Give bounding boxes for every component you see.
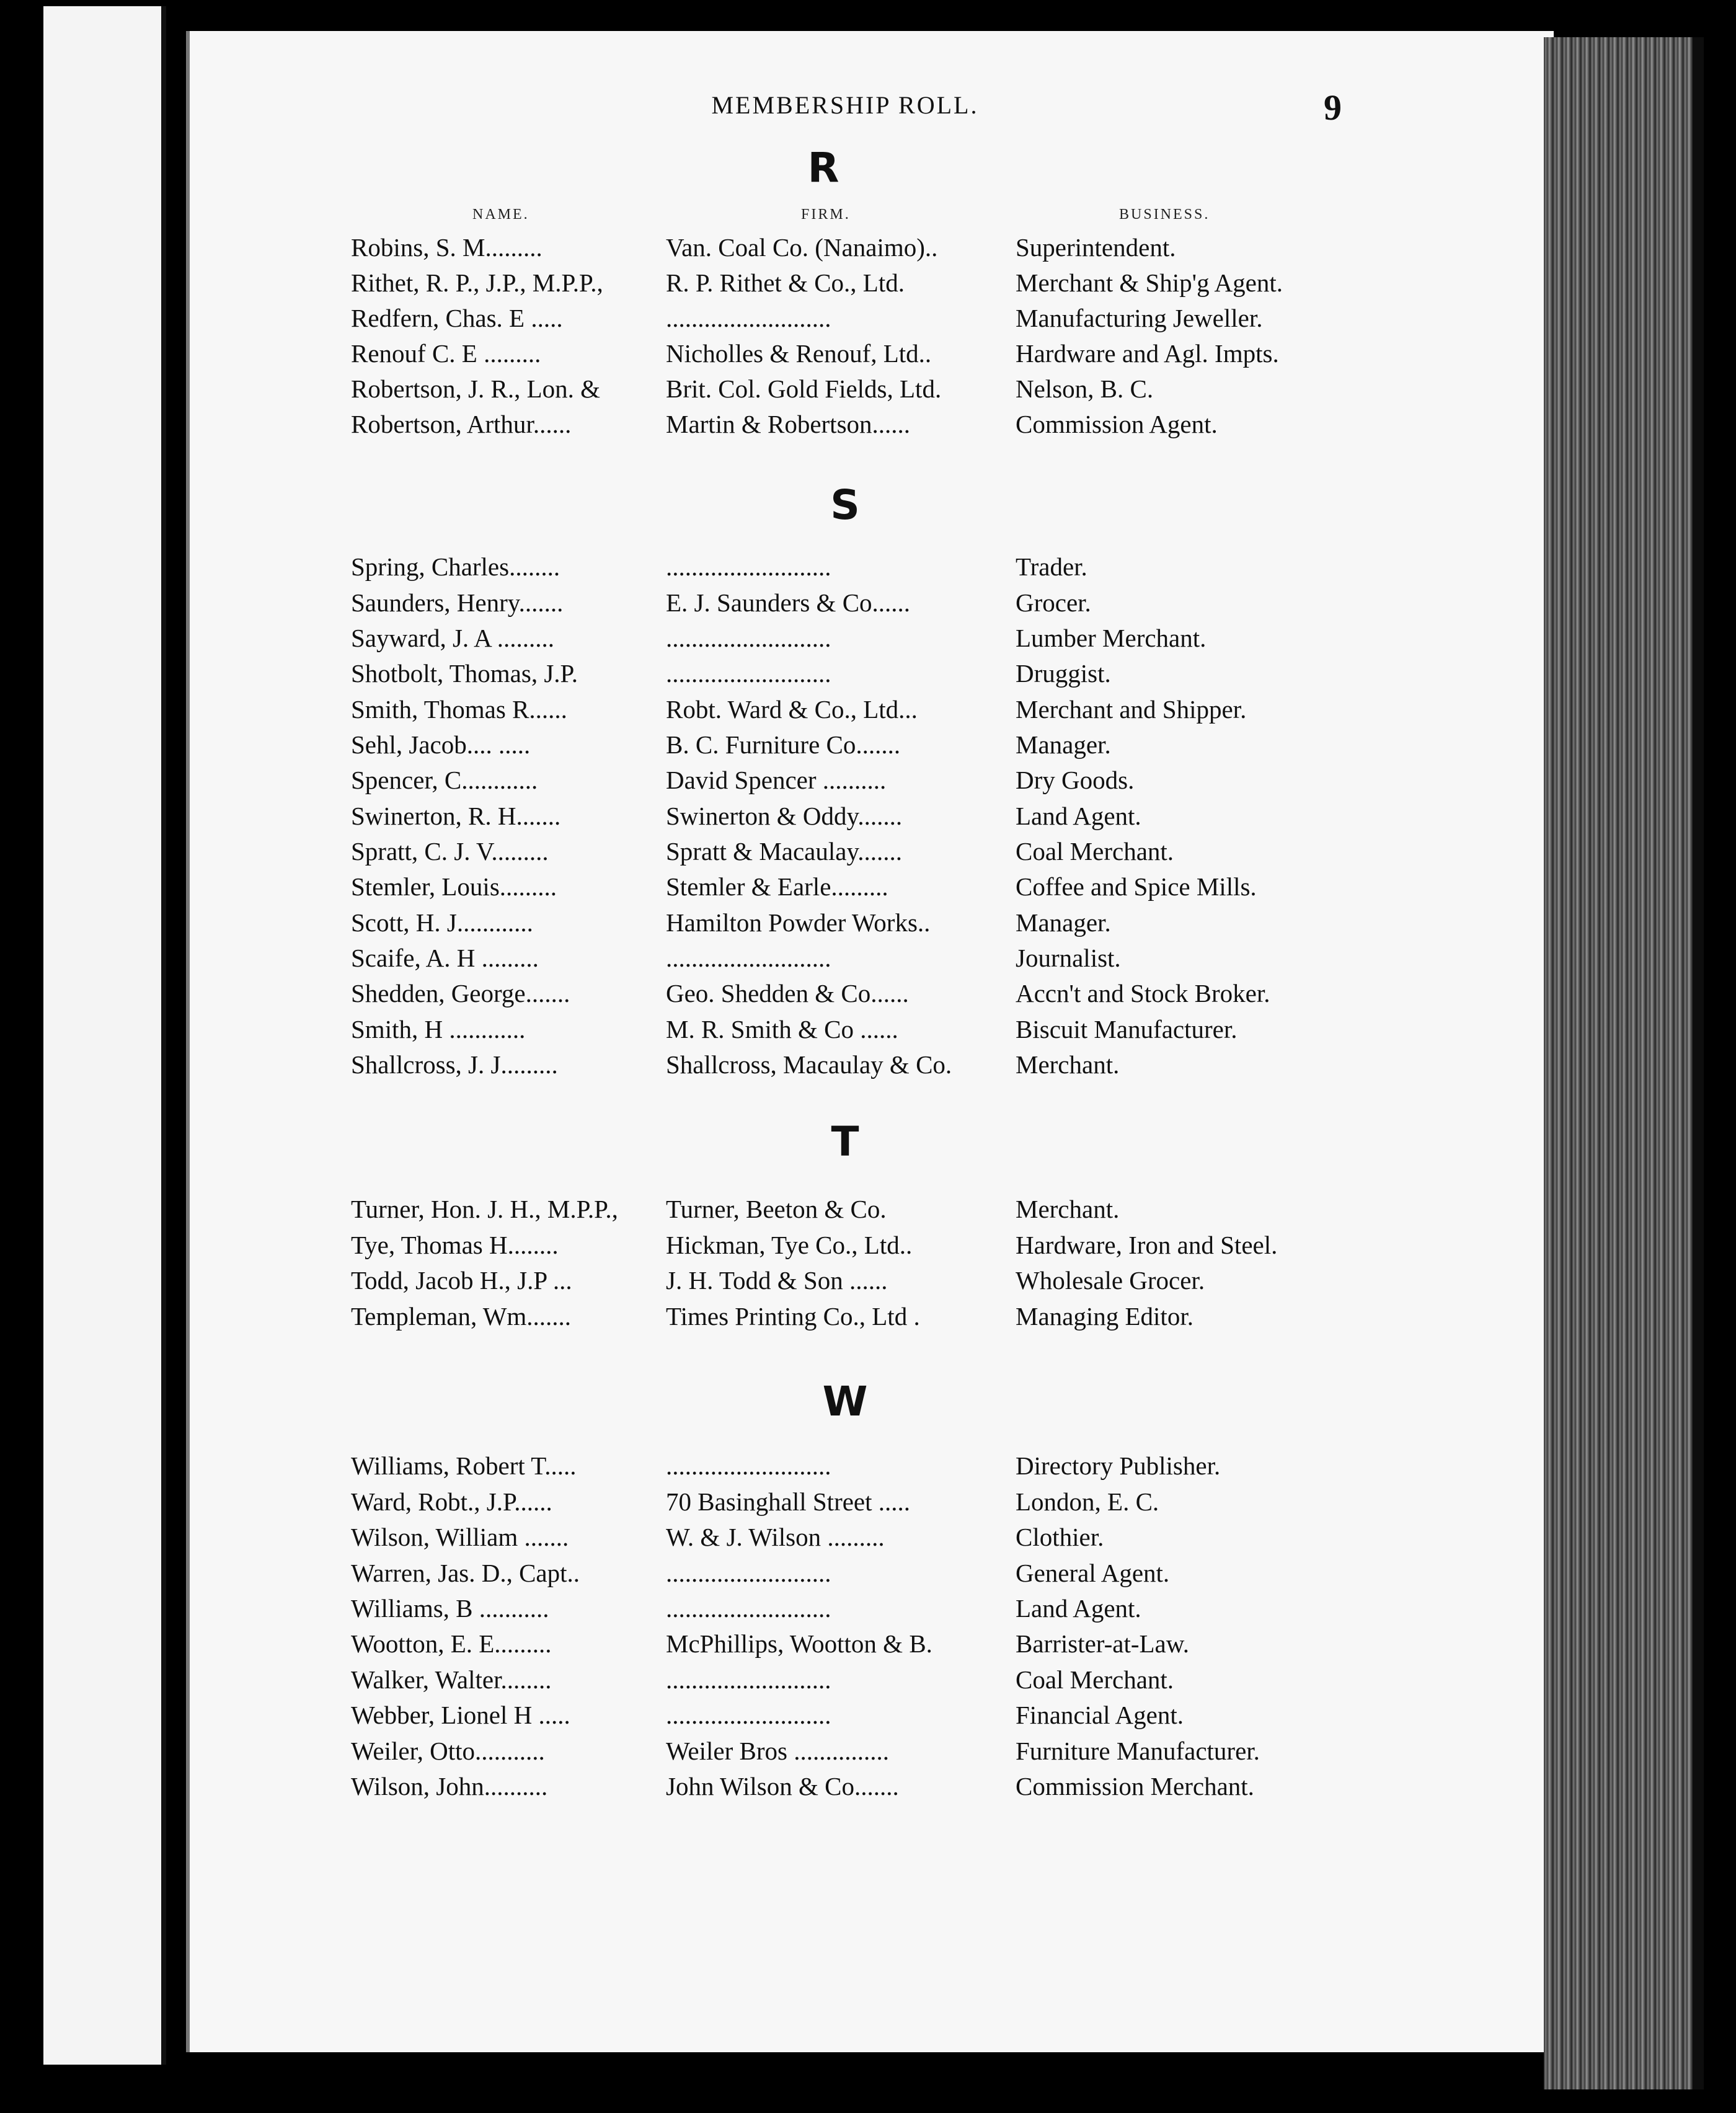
entry-firm: Swinerton & Oddy....... (666, 802, 903, 830)
entry-business: Financial Agent. (1016, 1701, 1184, 1729)
roll-entry (0, 1558, 1736, 1593)
running-head: MEMBERSHIP ROLL. (711, 91, 979, 119)
entry-name: Wilson, William ....... (351, 1523, 569, 1551)
entry-business: Hardware, Iron and Steel. (1016, 1231, 1278, 1259)
section-letter-t: T (831, 1118, 859, 1166)
entry-firm: J. H. Todd & Son ...... (666, 1266, 888, 1295)
roll-entry (0, 1522, 1736, 1557)
entry-firm: W. & J. Wilson ......... (666, 1523, 885, 1551)
entry-firm: Geo. Shedden & Co...... (666, 979, 909, 1008)
entry-business: Furniture Manufacturer. (1016, 1737, 1260, 1765)
entry-business: Journalist. (1016, 944, 1121, 972)
entry-name: Walker, Walter........ (351, 1665, 552, 1694)
roll-entry (0, 623, 1736, 658)
roll-entry (0, 339, 1736, 373)
entry-firm: .......................... (666, 1665, 831, 1694)
entry-name: Spring, Charles........ (351, 552, 560, 581)
entry-firm: .......................... (666, 1594, 831, 1623)
entry-business: Land Agent. (1016, 802, 1141, 830)
entry-name: Stemler, Louis......... (351, 872, 557, 901)
entry-name: Scaife, A. H ......... (351, 944, 539, 972)
roll-entry (0, 978, 1736, 1013)
entry-firm: Brit. Col. Gold Fields, Ltd. (666, 374, 942, 403)
entry-firm: Hamilton Powder Works.. (666, 908, 931, 937)
entry-name: Robertson, Arthur...... (351, 410, 572, 438)
entry-name: Renouf C. E ......... (351, 339, 541, 368)
entry-business: Druggist. (1016, 659, 1111, 688)
roll-entry (0, 658, 1736, 693)
entry-business: Accn't and Stock Broker. (1016, 979, 1270, 1008)
entry-firm: Nicholles & Renouf, Ltd.. (666, 339, 932, 368)
entry-name: Todd, Jacob H., J.P ... (351, 1266, 572, 1295)
roll-entry (0, 374, 1736, 409)
entry-firm: Van. Coal Co. (Nanaimo).. (666, 233, 938, 262)
entry-name: Turner, Hon. J. H., M.P.P., (351, 1195, 618, 1223)
entry-firm: .......................... (666, 659, 831, 688)
entry-firm: Shallcross, Macaulay & Co. (666, 1050, 952, 1079)
entry-firm: Stemler & Earle......... (666, 872, 888, 901)
roll-entry (0, 1629, 1736, 1663)
entry-name: Williams, Robert T..... (351, 1451, 577, 1480)
entry-business: Merchant & Ship'g Agent. (1016, 268, 1283, 297)
entry-business: Merchant. (1016, 1050, 1120, 1079)
entry-firm: .......................... (666, 1701, 831, 1729)
roll-entry (0, 943, 1736, 978)
roll-entry (0, 872, 1736, 906)
entry-business: Nelson, B. C. (1016, 374, 1154, 403)
roll-entry (0, 268, 1736, 303)
column-heading-firm: FIRM. (801, 206, 851, 223)
entry-firm: E. J. Saunders & Co...... (666, 588, 911, 617)
entry-business: Dry Goods. (1016, 766, 1135, 794)
roll-entry (0, 1771, 1736, 1806)
entry-name: Robins, S. M......... (351, 233, 542, 262)
entry-firm: .......................... (666, 552, 831, 581)
roll-entry (0, 1050, 1736, 1084)
entry-business: General Agent. (1016, 1559, 1170, 1587)
roll-entry (0, 1230, 1736, 1265)
entry-name: Scott, H. J............ (351, 908, 533, 937)
entry-name: Robertson, J. R., Lon. & (351, 374, 601, 403)
column-heading-business: BUSINESS. (1119, 206, 1210, 223)
entry-name: Saunders, Henry....... (351, 588, 564, 617)
entry-firm: .......................... (666, 944, 831, 972)
section-letter-w: W (822, 1378, 868, 1425)
roll-entry (0, 1194, 1736, 1229)
roll-entry (0, 303, 1736, 338)
entry-name: Redfern, Chas. E ..... (351, 304, 563, 332)
roll-entry (0, 836, 1736, 871)
entry-business: Manager. (1016, 730, 1111, 759)
entry-business: Coal Merchant. (1016, 837, 1174, 866)
entry-firm: Robt. Ward & Co., Ltd... (666, 695, 918, 724)
entry-firm: B. C. Furniture Co....... (666, 730, 901, 759)
entry-name: Tye, Thomas H........ (351, 1231, 559, 1259)
entry-business: Barrister-at-Law. (1016, 1629, 1189, 1658)
entry-firm: M. R. Smith & Co ...... (666, 1015, 898, 1043)
entry-firm: .......................... (666, 1451, 831, 1480)
entry-business: Superintendent. (1016, 233, 1176, 262)
entry-firm: .......................... (666, 624, 831, 652)
roll-entry (0, 1301, 1736, 1336)
entry-firm: Hickman, Tye Co., Ltd.. (666, 1231, 913, 1259)
entry-name: Spratt, C. J. V......... (351, 837, 549, 866)
entry-name: Shedden, George....... (351, 979, 570, 1008)
entry-name: Ward, Robt., J.P...... (351, 1487, 552, 1516)
entry-business: Merchant and Shipper. (1016, 695, 1247, 724)
entry-firm: David Spencer .......... (666, 766, 887, 794)
roll-entry (0, 1014, 1736, 1049)
entry-business: Trader. (1016, 552, 1087, 581)
entry-business: Land Agent. (1016, 1594, 1141, 1623)
entry-firm: .......................... (666, 304, 831, 332)
roll-entry (0, 552, 1736, 587)
column-heading-name: NAME. (472, 206, 529, 223)
entry-business: Hardware and Agl. Impts. (1016, 339, 1279, 368)
entry-business: Wholesale Grocer. (1016, 1266, 1205, 1295)
roll-entry (0, 730, 1736, 764)
entry-name: Smith, H ............ (351, 1015, 526, 1043)
roll-entry (0, 694, 1736, 729)
roll-entry (0, 1665, 1736, 1699)
roll-entry (0, 1451, 1736, 1486)
roll-entry (0, 1700, 1736, 1735)
entry-firm: McPhillips, Wootton & B. (666, 1629, 932, 1658)
entry-name: Sehl, Jacob.... ..... (351, 730, 531, 759)
entry-firm: .......................... (666, 1559, 831, 1587)
entry-business: Coal Merchant. (1016, 1665, 1174, 1694)
entry-name: Webber, Lionel H ..... (351, 1701, 570, 1729)
roll-entry (0, 908, 1736, 942)
entry-name: Weiler, Otto........... (351, 1737, 545, 1765)
entry-name: Shallcross, J. J......... (351, 1050, 558, 1079)
entry-name: Wilson, John.......... (351, 1772, 548, 1801)
entry-firm: Weiler Bros ............... (666, 1737, 889, 1765)
entry-firm: John Wilson & Co....... (666, 1772, 899, 1801)
entry-name: Templeman, Wm....... (351, 1302, 572, 1331)
entry-name: Williams, B ........... (351, 1594, 549, 1623)
roll-entry (0, 1736, 1736, 1771)
entry-business: Biscuit Manufacturer. (1016, 1015, 1238, 1043)
entry-firm: Times Printing Co., Ltd . (666, 1302, 920, 1331)
entry-business: Grocer. (1016, 588, 1091, 617)
roll-entry (0, 765, 1736, 800)
roll-entry (0, 1265, 1736, 1300)
roll-entry (0, 1487, 1736, 1522)
entry-firm: 70 Basinghall Street ..... (666, 1487, 911, 1516)
entry-business: London, E. C. (1016, 1487, 1159, 1516)
entry-firm: Turner, Beeton & Co. (666, 1195, 887, 1223)
entry-name: Spencer, C............ (351, 766, 538, 794)
roll-entry (0, 409, 1736, 444)
entry-name: Sayward, J. A ......... (351, 624, 554, 652)
entry-business: Commission Agent. (1016, 410, 1218, 438)
section-letter-r: R (807, 144, 839, 192)
page-number: 9 (1324, 87, 1342, 128)
section-letter-s: S (830, 481, 860, 529)
entry-business: Coffee and Spice Mills. (1016, 872, 1257, 901)
entry-name: Wootton, E. E......... (351, 1629, 552, 1658)
entry-name: Rithet, R. P., J.P., M.P.P., (351, 268, 603, 297)
roll-entry (0, 1593, 1736, 1628)
entry-business: Managing Editor. (1016, 1302, 1194, 1331)
entry-firm: Martin & Robertson...... (666, 410, 911, 438)
entry-business: Lumber Merchant. (1016, 624, 1207, 652)
entry-business: Directory Publisher. (1016, 1451, 1221, 1480)
roll-entry (0, 233, 1736, 267)
entry-name: Warren, Jas. D., Capt.. (351, 1559, 580, 1587)
entry-business: Clothier. (1016, 1523, 1104, 1551)
entry-name: Swinerton, R. H....... (351, 802, 561, 830)
roll-entry (0, 801, 1736, 836)
entry-business: Merchant. (1016, 1195, 1120, 1223)
entry-business: Manufacturing Jeweller. (1016, 304, 1263, 332)
entry-firm: Spratt & Macaulay....... (666, 837, 903, 866)
entry-name: Smith, Thomas R...... (351, 695, 567, 724)
roll-entry (0, 588, 1736, 622)
entry-business: Manager. (1016, 908, 1111, 937)
entry-business: Commission Merchant. (1016, 1772, 1254, 1801)
entry-name: Shotbolt, Thomas, J.P. (351, 659, 578, 688)
entry-firm: R. P. Rithet & Co., Ltd. (666, 268, 905, 297)
